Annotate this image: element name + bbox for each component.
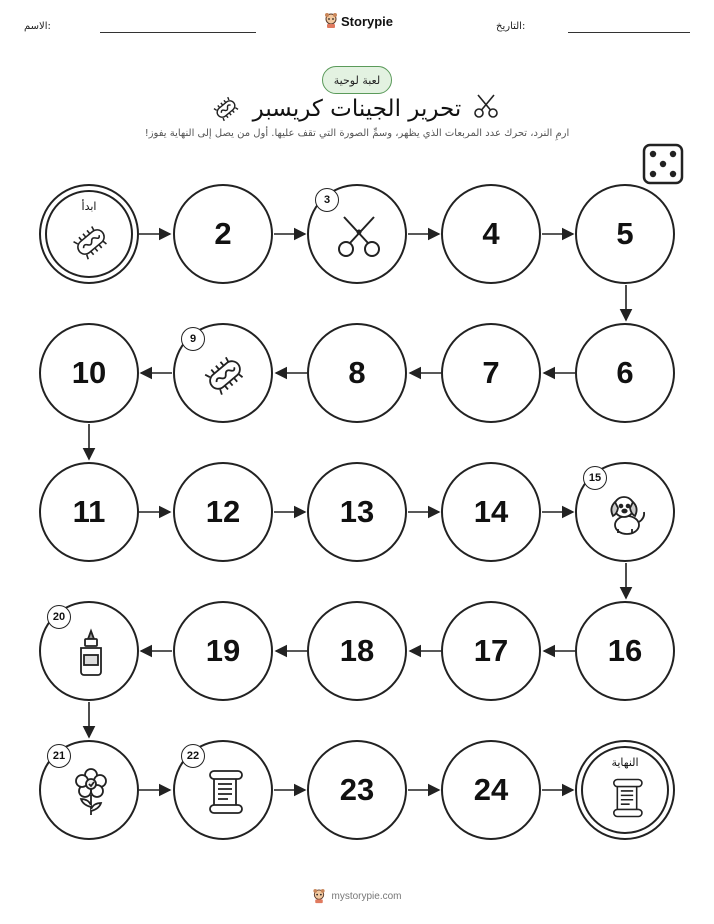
storypie-mascot-icon — [312, 889, 326, 904]
board-cell-4[interactable] — [441, 184, 541, 284]
cell-number: 6 — [616, 355, 634, 390]
cell-number-badge: 9 — [181, 327, 205, 351]
footer-url[interactable]: mystorypie.com — [331, 890, 402, 902]
glue-bottle-icon — [66, 628, 116, 678]
cell-number: 14 — [473, 494, 509, 529]
board-cell-11[interactable] — [39, 462, 139, 562]
cell-number: 23 — [339, 772, 375, 807]
puppy-icon — [602, 489, 652, 539]
cell-number: 2 — [214, 216, 232, 251]
name-label: الاسم: — [24, 21, 51, 32]
bacteria-icon — [69, 220, 113, 264]
board-cell-7[interactable] — [441, 323, 541, 423]
cell-number: 16 — [607, 633, 643, 668]
board-cell-9[interactable] — [173, 323, 273, 423]
start-label: ابدأ — [81, 200, 97, 213]
board-game-badge: لعبة لوحية — [322, 66, 392, 94]
cell-number: 8 — [348, 355, 366, 390]
cell-number: 7 — [482, 355, 500, 390]
cell-number-badge: 21 — [47, 744, 71, 768]
cell-number: 24 — [473, 772, 509, 807]
board-cell-24[interactable] — [441, 740, 541, 840]
board-cell-2[interactable] — [173, 184, 273, 284]
footer — [300, 886, 414, 906]
cell-number: 4 — [482, 216, 500, 251]
scroll-icon — [605, 776, 649, 820]
cell-number: 18 — [339, 633, 375, 668]
bacteria-icon — [200, 350, 250, 400]
board-cell-22[interactable] — [173, 740, 273, 840]
cell-number: 17 — [473, 633, 509, 668]
date-label: التاريخ: — [496, 21, 526, 32]
cell-number-badge: 15 — [583, 466, 607, 490]
cell-number: 13 — [339, 494, 375, 529]
instructions: ارمِ النرد، تحرك عدد المربعات الذي يظهر، وسمِّ الصورة التي تقف عليها. أول من يصل إلى النهاية يفوز! — [144, 128, 570, 139]
flower-icon — [66, 767, 116, 817]
cell-number-badge: 20 — [47, 605, 71, 629]
page-title: تحرير الجينات كريسبر — [252, 96, 462, 122]
board-cell-14[interactable] — [441, 462, 541, 562]
board-cell-18[interactable] — [307, 601, 407, 701]
cell-number-badge: 3 — [315, 188, 339, 212]
scissors-icon — [334, 211, 384, 261]
board-cell-15[interactable] — [575, 462, 675, 562]
start-cell[interactable] — [39, 184, 139, 284]
scroll-icon — [200, 767, 250, 817]
board-cell-8[interactable] — [307, 323, 407, 423]
cell-number: 12 — [205, 494, 241, 529]
board-cell-21[interactable] — [39, 740, 139, 840]
board-cell-19[interactable] — [173, 601, 273, 701]
brand-name: Storypie — [341, 13, 394, 29]
board-cell-23[interactable] — [307, 740, 407, 840]
board-cell-17[interactable] — [441, 601, 541, 701]
board-cell-13[interactable] — [307, 462, 407, 562]
cell-number-badge: 22 — [181, 744, 205, 768]
board-cell-12[interactable] — [173, 462, 273, 562]
end-cell[interactable] — [575, 740, 675, 840]
end-label: النهاية — [611, 756, 639, 769]
board-cell-10[interactable] — [39, 323, 139, 423]
cell-number: 10 — [71, 355, 107, 390]
cell-number: 11 — [72, 494, 106, 529]
cell-number: 19 — [205, 633, 241, 668]
board-cell-5[interactable] — [575, 184, 675, 284]
cell-number: 5 — [616, 216, 634, 251]
board-cell-3[interactable] — [307, 184, 407, 284]
board-cell-6[interactable] — [575, 323, 675, 423]
board-cell-16[interactable] — [575, 601, 675, 701]
board-cell-20[interactable] — [39, 601, 139, 701]
